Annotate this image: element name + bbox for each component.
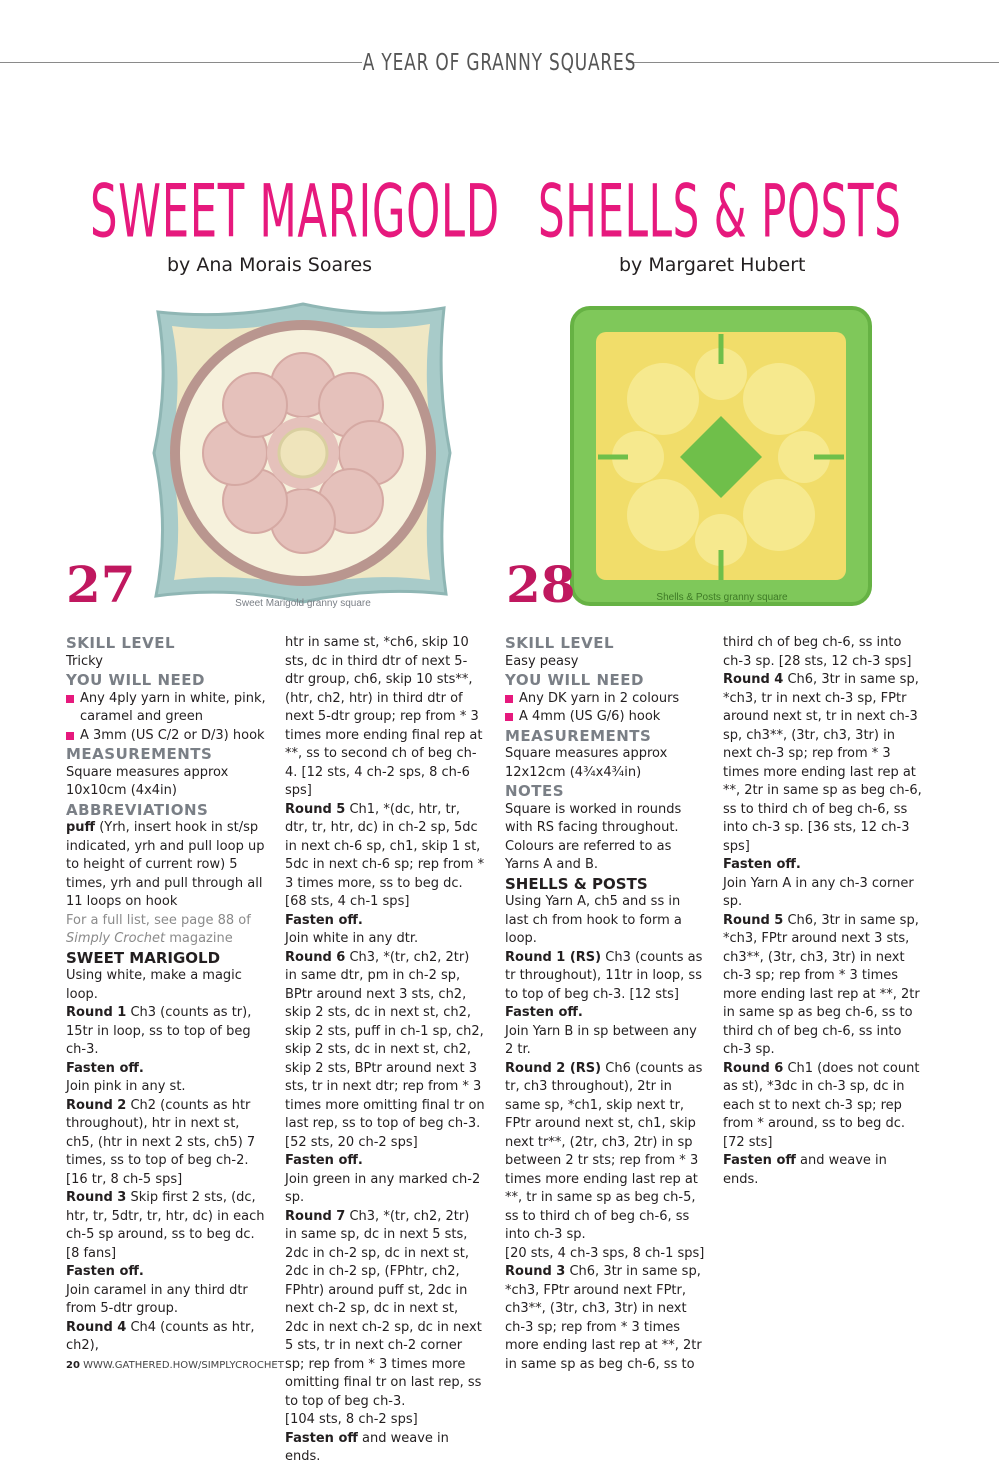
bullet-square-icon <box>505 695 513 703</box>
fasten-off: Fasten off. <box>723 857 801 872</box>
footer-url[interactable]: WWW.GATHERED.HOW/SIMPLYCROCHET <box>79 1360 284 1371</box>
bullet-square-icon <box>505 713 513 721</box>
column-2 <box>285 634 485 1467</box>
need-item: Any DK yarn in 2 colours <box>505 690 705 709</box>
instruction-text: third ch of beg ch-6, ss into ch-3 sp. [28 sts, 12 ch-3 sps] <box>723 635 912 669</box>
right-pattern-number: 28 <box>506 555 576 614</box>
fasten-off: Fasten off. <box>285 1153 363 1168</box>
round-6: Round 6 Ch3, *(tr, ch2, 2tr) in same dtr, pm in ch-2 sp, BPtr around next 3 sts, ch2, skip 2 sts, dc in next st, ch2, skip 2 sts, puff in ch-1 sp, ch2, skip 2 sts, dc in next st, ch2, skip 2 sts, BPtr around next 3 sts, tr in next dtr; rep from * 3 times more omitting final tr on last rep, ss to top of beg ch-3. <box>285 949 485 1131</box>
round-5: Round 5 Ch1, *(dc, htr, tr, dtr, tr, htr, dc) in ch-2 sp, 5dc in next ch-6 sp, ch1, skip 1 st, 5dc in next ch-6 sp; rep from * 3 times more, ss to beg dc. [68 sts, 4 ch-1 sps] <box>285 801 485 909</box>
round-3: Round 3 Skip first 2 sts, (dc, htr, tr, 5dtr, tr, htr, dc) in each ch-5 sp around, ss to beg dc. [8 fans] <box>66 1190 265 1261</box>
page-footer <box>66 1360 284 1371</box>
measurements-heading: MEASUREMENTS <box>505 726 652 745</box>
instruction-text: Join Yarn B in sp between any 2 tr. <box>505 1023 697 1057</box>
instruction-text: htr in same st, *ch6, skip 10 sts, dc in third dtr of next 5-dtr group, ch6, skip 10 sts**, (htr, ch2, htr) in third dtr of next 5-dtr group; rep from * 3 times more ending final rep at **, ss to second ch of beg ch-4. [12 sts, 4 ch-2 sps, 8 ch-6 sps] <box>285 635 483 798</box>
column-4 <box>723 634 923 1189</box>
abbreviations-heading: ABBREVIATIONS <box>66 800 209 819</box>
bullet-square-icon <box>66 732 74 740</box>
column-1 <box>66 634 266 1356</box>
need-heading: YOU WILL NEED <box>66 671 205 689</box>
instruction-text: Join green in any marked ch-2 sp. <box>285 1171 481 1205</box>
pattern-heading: SHELLS & POSTS <box>505 874 648 893</box>
skill-heading: SKILL LEVEL <box>505 634 615 652</box>
notes-value: Square is worked in rounds with RS facing throughout. Colours are referred to as Yarns A and B. <box>505 801 682 872</box>
shells-and-posts-square-label: Shells & Posts granny square <box>656 592 788 603</box>
left-byline: by Ana Morais Soares <box>167 254 373 276</box>
instruction-text: Join white in any dtr. <box>285 931 419 946</box>
round-2: Round 2 Ch2 (counts as htr throughout), htr in next st, ch5, (htr in next 2 sts, ch5) 7 times, ss to top of beg ch-2. [16 tr, 8 ch-5 sps] <box>66 1097 256 1187</box>
need-item: A 4mm (US G/6) hook <box>505 708 705 727</box>
instruction-text: Join pink in any st. <box>66 1079 186 1094</box>
instruction-text: Using Yarn A, ch5 and ss in last ch from hook to form a loop. <box>505 894 682 946</box>
fasten-off: Fasten off. <box>66 1060 144 1076</box>
abbreviation-puff: puff (Yrh, insert hook in st/sp indicated, yrh and pull loop up to height of current row) 5 times, yrh and pull through all 11 loops on hook <box>66 820 265 909</box>
round-1: Round 1 Ch3 (counts as tr), 15tr in loop, ss to top of beg ch-3. <box>66 1005 252 1057</box>
round-1: Round 1 (RS) Ch3 (counts as tr throughout), 11tr in loop, ss to top of beg ch-3. [12 sts] <box>505 949 703 1002</box>
fasten-off: Fasten off. <box>285 912 363 928</box>
sweet-marigold-square-image <box>140 290 466 616</box>
need-item: Any 4ply yarn in white, pink, caramel and green <box>66 690 266 727</box>
measurements-value: Square measures approx 10x10cm (4x4in) <box>66 764 229 798</box>
left-pattern-number: 27 <box>66 555 136 614</box>
stitch-count: [52 sts, 20 ch-2 sps] <box>285 1134 418 1150</box>
instruction-text: Join caramel in any third dtr from 5-dtr group. <box>66 1282 248 1316</box>
notes-heading: NOTES <box>505 782 565 800</box>
skill-value: Easy peasy <box>505 653 579 669</box>
round-6: Round 6 Ch1 (does not count as st), *3dc in ch-3 sp, dc in each st to next ch-3 sp; rep from * around, ss to beg dc. [72 sts] <box>723 1060 920 1150</box>
skill-heading: SKILL LEVEL <box>66 634 176 652</box>
round-5: Round 5 Ch6, 3tr in same sp, *ch3, FPtr around next 3 sts, ch3**, (3tr, ch3, 3tr) in next ch-3 sp; rep from * 3 times more ending last rep at **, 2tr in same sp as beg ch-6, ss to third ch of beg ch-6, ss into ch-3 sp. <box>723 912 920 1057</box>
need-item: A 3mm (US C/2 or D/3) hook <box>66 727 266 746</box>
instruction-text: Using white, make a magic loop. <box>66 968 242 1002</box>
left-pattern-title: SWEET MARIGOLD <box>90 168 500 255</box>
page-number: 20 <box>66 1360 80 1371</box>
stitch-count: [20 sts, 4 ch-3 sps, 8 ch-1 sps] <box>505 1245 705 1261</box>
round-7: Round 7 Ch3, *(tr, ch2, 2tr) in same sp, dc in next 5 sts, 2dc in ch-2 sp, dc in next st, 2dc in ch-2 sp, (FPhtr, ch2, FPhtr) around puff st, 2dc in next ch-2 sp, dc in next st, 2dc in next ch-2 sp, dc in next 5 sts, tr in next ch-2 corner sp; rep from * 3 times more omitting final tr on last rep, ss to top of beg ch-3. <box>285 1208 482 1409</box>
round-3: Round 3 Ch6, 3tr in same sp, *ch3, FPtr around next FPtr, ch3**, (3tr, ch3, 3tr) in next ch-3 sp; rep from * 3 times more ending last rep at **, 2tr in same sp as beg ch-6, ss to <box>505 1264 702 1372</box>
right-byline: by Margaret Hubert <box>619 254 806 276</box>
instruction-text: Join Yarn A in any ch-3 corner sp. <box>723 875 914 909</box>
section-title: A YEAR OF GRANNY SQUARES <box>362 50 637 76</box>
stitch-count: [104 sts, 8 ch-2 sps] <box>285 1412 418 1427</box>
fasten-off-final: Fasten off and weave in ends. <box>285 1430 449 1464</box>
measurements-heading: MEASUREMENTS <box>66 745 213 763</box>
right-pattern-title: SHELLS & POSTS <box>538 168 902 255</box>
fasten-off: Fasten off. <box>505 1005 583 1020</box>
skill-value: Tricky <box>66 653 103 669</box>
pattern-heading: SWEET MARIGOLD <box>66 948 221 967</box>
round-4: Round 4 Ch6, 3tr in same sp, *ch3, tr in next ch-3 sp, FPtr around next st, tr in next ch-3 sp, ch3**, (3tr, ch3, 3tr) in next ch-3 sp; rep from * 3 times more ending last rep at **, 2tr in same sp as beg ch-6, ss to third ch of beg ch-6, ss into ch-3 sp. [36 sts, 12 ch-3 sps] <box>723 672 922 854</box>
column-3 <box>505 634 705 1374</box>
fasten-off-final: Fasten off and weave in ends. <box>723 1153 887 1187</box>
round-2: Round 2 (RS) Ch6 (counts as tr, ch3 throughout), 2tr in same sp, *ch1, skip next tr, FPtr around next st, ch1, skip next tr**, (2tr, ch3, 2tr) in sp between 2 tr sts; rep from * 3 times more ending last rep at **, tr in same sp as beg ch-5, ss to third ch of beg ch-6, ss into ch-3 sp. <box>505 1060 703 1242</box>
shells-and-posts-square-image <box>568 304 876 610</box>
abbreviation-note: For a full list, see page 88 of Simply Crochet magazine <box>66 912 251 946</box>
sweet-marigold-square-label: Sweet Marigold granny square <box>235 598 371 609</box>
bullet-square-icon <box>66 695 74 703</box>
round-4: Round 4 Ch4 (counts as htr, ch2), <box>66 1319 255 1353</box>
fasten-off: Fasten off. <box>66 1264 144 1279</box>
measurements-value: Square measures approx 12x12cm (4¾x4¾in) <box>505 746 668 780</box>
need-heading: YOU WILL NEED <box>505 671 644 689</box>
